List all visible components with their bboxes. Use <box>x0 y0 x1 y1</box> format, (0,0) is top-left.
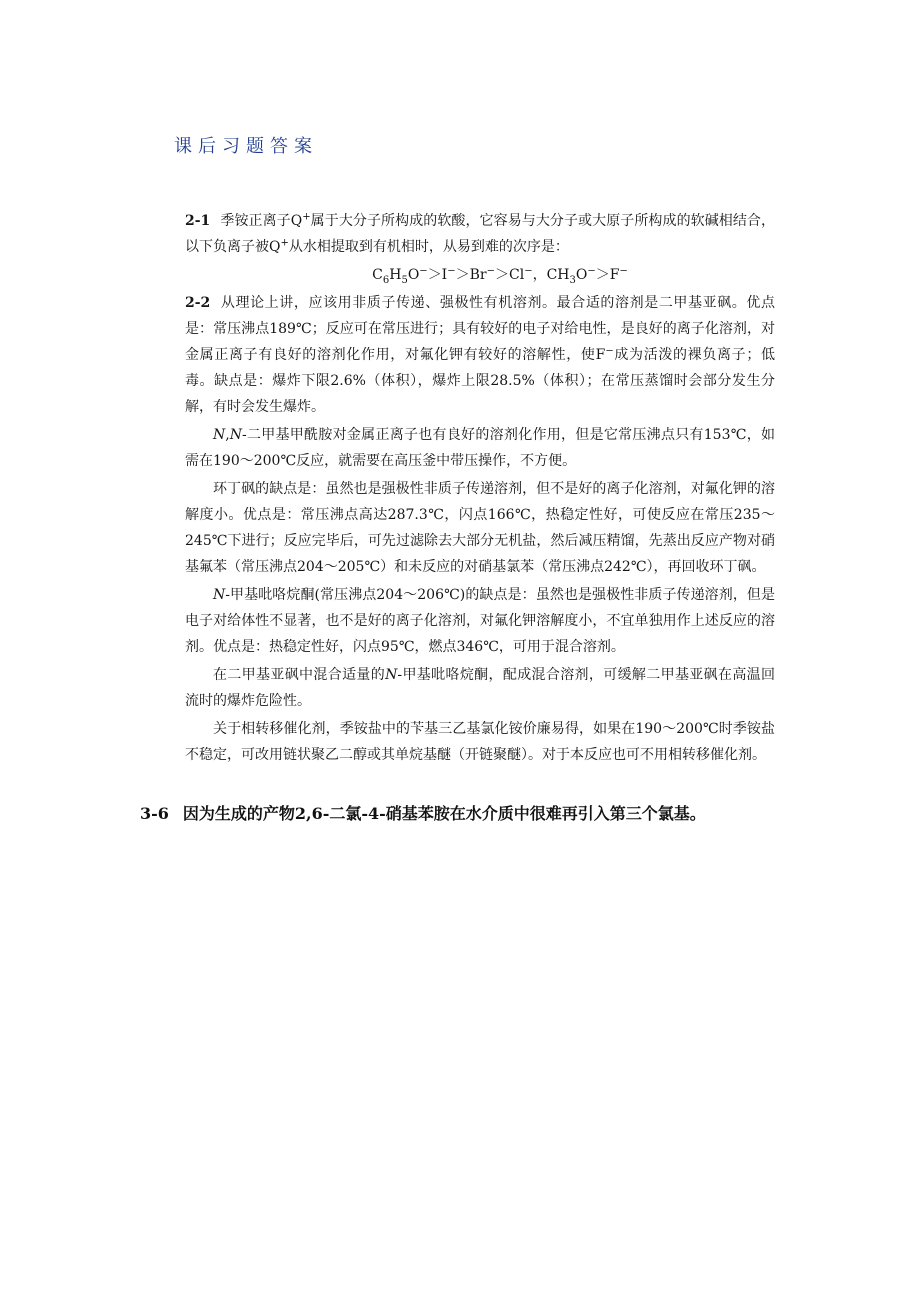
answer-text: 在二甲基亚砜中混合适量的 <box>213 667 386 683</box>
paragraph-catalyst: 关于相转移催化剂，季铵盐中的苄基三乙基氯化铵价廉易得，如果在190～200℃时季铵盐不稳定，可改用链状聚乙二醇或其单烷基醚（开链聚醚）。对于本反应也可不用相转移催化剂。 <box>185 721 775 763</box>
superscript: − <box>605 345 614 357</box>
answer-2-1 <box>185 208 775 260</box>
superscript: − <box>619 265 628 277</box>
formula-part: ＞Br <box>455 267 487 283</box>
superscript: − <box>447 265 456 277</box>
italic-n: N <box>213 587 226 603</box>
formula-part: ＞F <box>595 267 620 283</box>
italic-n: N <box>213 427 226 443</box>
anion-order-formula <box>225 262 775 288</box>
answer-text: 从理论上讲，应该用非质子传递、强极性有机溶剂。最合适的溶剂是二甲基亚砜。优点是：常压沸点189℃；反应可在常压进行；具有较好的电子对给电性，是良好的离子化溶剂，对金属正离子有良好的溶剂化作用，对氟化钾有较好的溶解性，使F <box>185 295 775 363</box>
question-number: 3-6 <box>140 804 169 823</box>
page-title: 课后习题答案 <box>174 136 318 157</box>
formula-part: O <box>575 267 588 283</box>
answer-text: 属于大分子所构成的软酸，它容易与大分子或大原子所构成的软碱相结合，以下负离子被Q <box>185 213 776 255</box>
superscript: − <box>587 265 596 277</box>
subscript: 6 <box>382 274 390 286</box>
answer-text: 季铵正离子Q <box>220 213 303 229</box>
answer-block-2 <box>185 208 775 770</box>
answer-text: 从水相提取到有机相时，从易到难的次序是： <box>288 239 569 255</box>
paragraph-mixed-solvent <box>185 662 775 714</box>
superscript: + <box>302 211 311 223</box>
answer-text: -甲基吡咯烷酮(常压沸点204～206℃)的缺点是：虽然也是强极性非质子传递溶剂，但是电子对给体性不显著，也不是好的离子化溶剂，对氟化钾溶解度小，不宜单独用作上述反应的溶剂。优点是：热稳定性好，闪点95℃，燃点346℃，可用于混合溶剂。 <box>185 587 775 655</box>
superscript: − <box>419 265 428 277</box>
formula-part: O <box>407 267 420 283</box>
superscript: + <box>280 237 289 249</box>
answer-text: 因为生成的产物2,6-二氯-4-硝基苯胺在水介质中很难再引入第三个氯基。 <box>182 804 706 823</box>
italic-n: N <box>385 667 398 683</box>
italic-n: N <box>229 427 242 443</box>
formula-part: C <box>372 267 383 283</box>
formula-part: ＞I <box>427 267 448 283</box>
answer-text: -甲基吡咯烷酮，配成混合溶剂，可缓解二甲基亚砜在高温回流时的爆炸危险性。 <box>185 667 776 709</box>
superscript: − <box>524 265 533 277</box>
answer-text: -二甲基甲酰胺对金属正离子也有良好的溶剂化作用，但是它常压沸点只有153℃，如需在190～200℃反应，就需要在高压釜中带压操作，不方便。 <box>185 427 775 469</box>
question-number: 2-2 <box>185 295 211 311</box>
formula-part: ＞Cl <box>494 267 525 283</box>
paragraph-nmp <box>185 582 775 660</box>
formula-part: ，CH <box>532 267 570 283</box>
paragraph-sulfolane: 环丁砜的缺点是：虽然也是强极性非质子传递溶剂，但不是好的离子化溶剂，对氟化钾的溶解度小。优点是：常压沸点高达287.3℃，闪点166℃，热稳定性好，可使反应在常压235～245℃下进行；反应完毕后，可先过滤除去大部分无机盐，然后减压精馏，先蒸出反应产物对硝基氟苯（常压沸点204～205℃）和未反应的对硝基氯苯（常压沸点242℃），再回收环丁砜。 <box>185 481 775 575</box>
superscript: − <box>486 265 495 277</box>
subscript: 5 <box>401 274 408 286</box>
answer-2-2 <box>185 290 775 420</box>
formula-part: H <box>389 267 402 283</box>
question-number: 2-1 <box>185 213 211 229</box>
answer-text: 成为活泼的裸负离子；低毒。缺点是：爆炸下限2.6%（体积），爆炸上限28.5%（体积）；在常压蒸馏时会部分发生分解，有时会发生爆炸。 <box>185 347 776 415</box>
answer-3-6 <box>140 800 780 828</box>
paragraph-dmf <box>185 422 775 474</box>
answer-text: , <box>225 427 230 443</box>
subscript: 3 <box>569 274 576 286</box>
